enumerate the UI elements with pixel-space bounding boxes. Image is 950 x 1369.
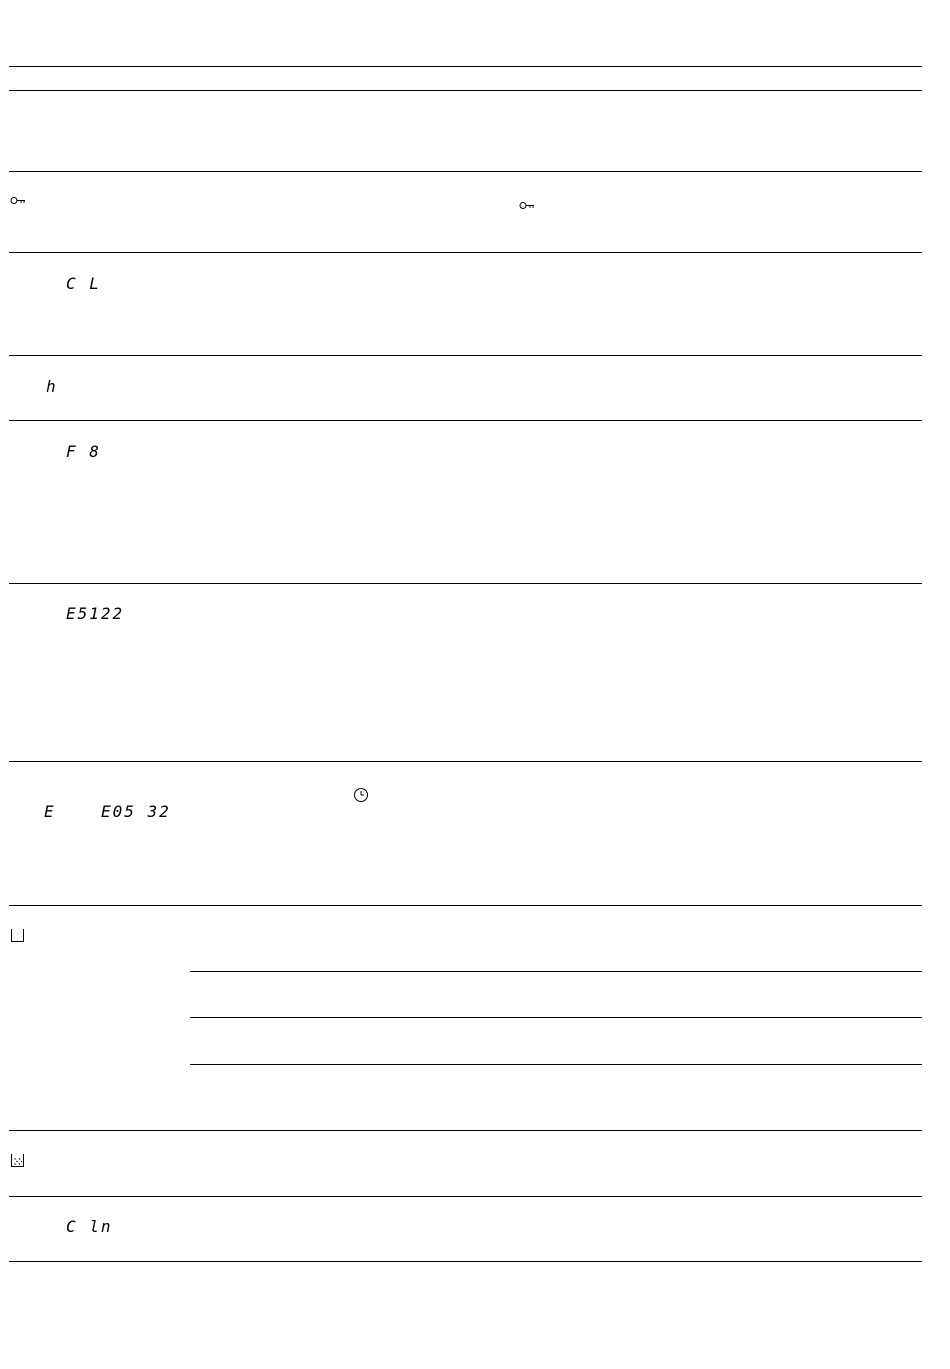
row-divider <box>9 171 922 172</box>
row-divider <box>9 252 922 253</box>
display-code-h: h <box>46 377 58 396</box>
sub-row-divider <box>190 971 922 972</box>
key-icon <box>10 196 26 205</box>
descaling-tray-icon <box>10 1153 25 1168</box>
display-code-e: E <box>44 802 56 821</box>
row-divider <box>9 905 922 906</box>
row-divider <box>9 1130 922 1131</box>
sub-row-divider <box>190 1017 922 1018</box>
key-icon <box>519 201 535 210</box>
sub-row-divider <box>190 1064 922 1065</box>
display-code-es122: E5122 <box>66 604 125 623</box>
row-divider <box>9 355 922 356</box>
row-divider <box>9 583 922 584</box>
display-code-f8: F 8 <box>66 442 101 461</box>
display-code-e0532: E05 32 <box>101 802 171 821</box>
display-code-cln: C ln <box>66 1217 113 1236</box>
row-divider <box>9 761 922 762</box>
row-divider <box>9 1196 922 1197</box>
header-rule-bottom <box>9 90 922 91</box>
display-code-cl: C L <box>66 274 101 293</box>
water-tray-icon <box>10 928 25 943</box>
row-divider <box>9 420 922 421</box>
table-bottom-rule <box>9 1261 922 1262</box>
header-rule-top <box>9 66 922 67</box>
clock-icon <box>353 787 369 803</box>
